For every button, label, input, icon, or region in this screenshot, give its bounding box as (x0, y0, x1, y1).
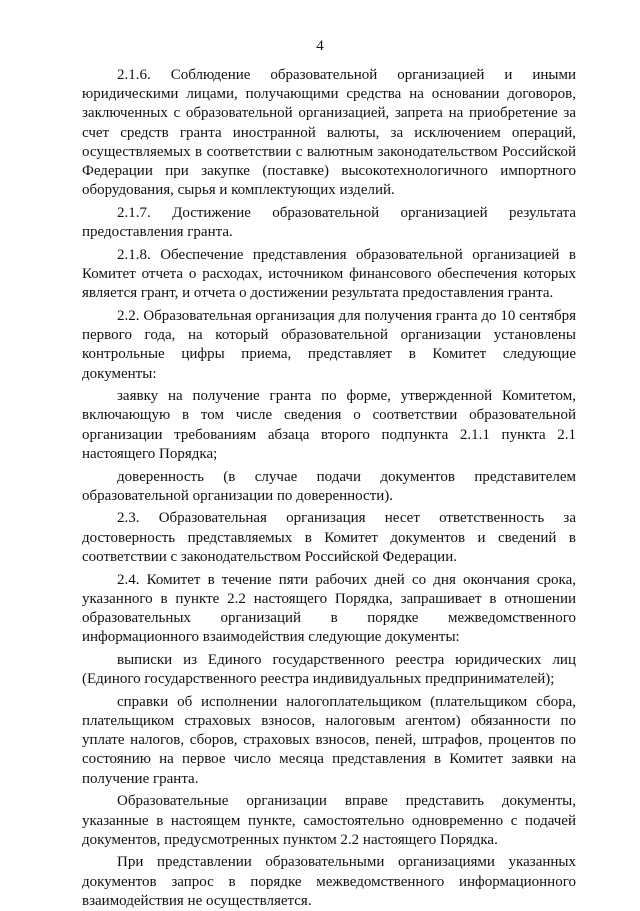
paragraph-power-of-attorney: доверенность (в случае подачи документов представителем образовательной организации по доверенности). (82, 468, 576, 504)
paragraph-tax-certificates: справки об исполнении налогоплательщиком (плательщиком сбора, плательщиком страховых взносов, налоговым агентом) обязанности по уплате налогов, сборов, страховых взносов, пеней, штрафов, процентов по состоянию на первое число месяца представления в Комитет заявки на получение гранта. (82, 693, 576, 787)
paragraph-2-2: 2.2. Образовательная организация для получения гранта до 10 сентября первого года, на который образовательной организации установлены контрольные цифры приема, представляет в Комитет следующие документы: (82, 307, 576, 382)
paragraph-2-1-6: 2.1.6. Соблюдение образовательной организацией и иными юридическими лицами, получающими средства на основании договоров, заключенных с образовательной организацией, запрета на приобретение за счет средств гранта иностранной валюты, за исключением операций, осуществляемых в соответствии с валютным законодательством Российской Федерации при закупке (поставке) высокотехнологичного импортного оборудования, сырья и комплектующих изделий. (82, 67, 576, 199)
paragraph-2-3: 2.3. Образовательная организация несет ответственность за достоверность представляемых в Комитет документов и сведений в соответствии с законодательством Российской Федерации. (82, 510, 576, 565)
paragraph-self-submission: Образовательные организации вправе представить документы, указанные в настоящем пункте, самостоятельно одновременно с подачей документов, предусмотренных пунктом 2.2 настоящего Порядка. (82, 793, 576, 848)
page-number: 4 (316, 38, 324, 54)
paragraph-registry-extracts: выписки из Единого государственного реестра юридических лиц (Единого государственного реестра индивидуальных предпринимателей); (82, 651, 576, 688)
paragraph-2-1-7: 2.1.7. Достижение образовательной организацией результата предоставления гранта. (82, 204, 576, 241)
document-body (82, 66, 576, 911)
paragraph-no-request: При представлении образовательными организациями указанных документов запрос в порядке межведомственного информационного взаимодействия не осуществляется. (82, 854, 576, 909)
paragraph-2-1-8: 2.1.8. Обеспечение представления образовательной организацией в Комитет отчета о расходах, источником финансового обеспечения которых является грант, и отчета о достижении результата предоставления гранта. (82, 246, 576, 302)
paragraph-application: заявку на получение гранта по форме, утвержденной Комитетом, включающую в том числе сведения о соответствии образовательной организации требованиям абзаца второго подпункта 2.1.1 пункта 2.1 настоящего Порядка; (82, 388, 576, 462)
paragraph-2-4: 2.4. Комитет в течение пяти рабочих дней со дня окончания срока, указанного в пункте 2.2 настоящего Порядка, запрашивает в отношении образовательных организаций в порядке межведомственного информационного взаимодействия следующие документы: (82, 571, 576, 646)
